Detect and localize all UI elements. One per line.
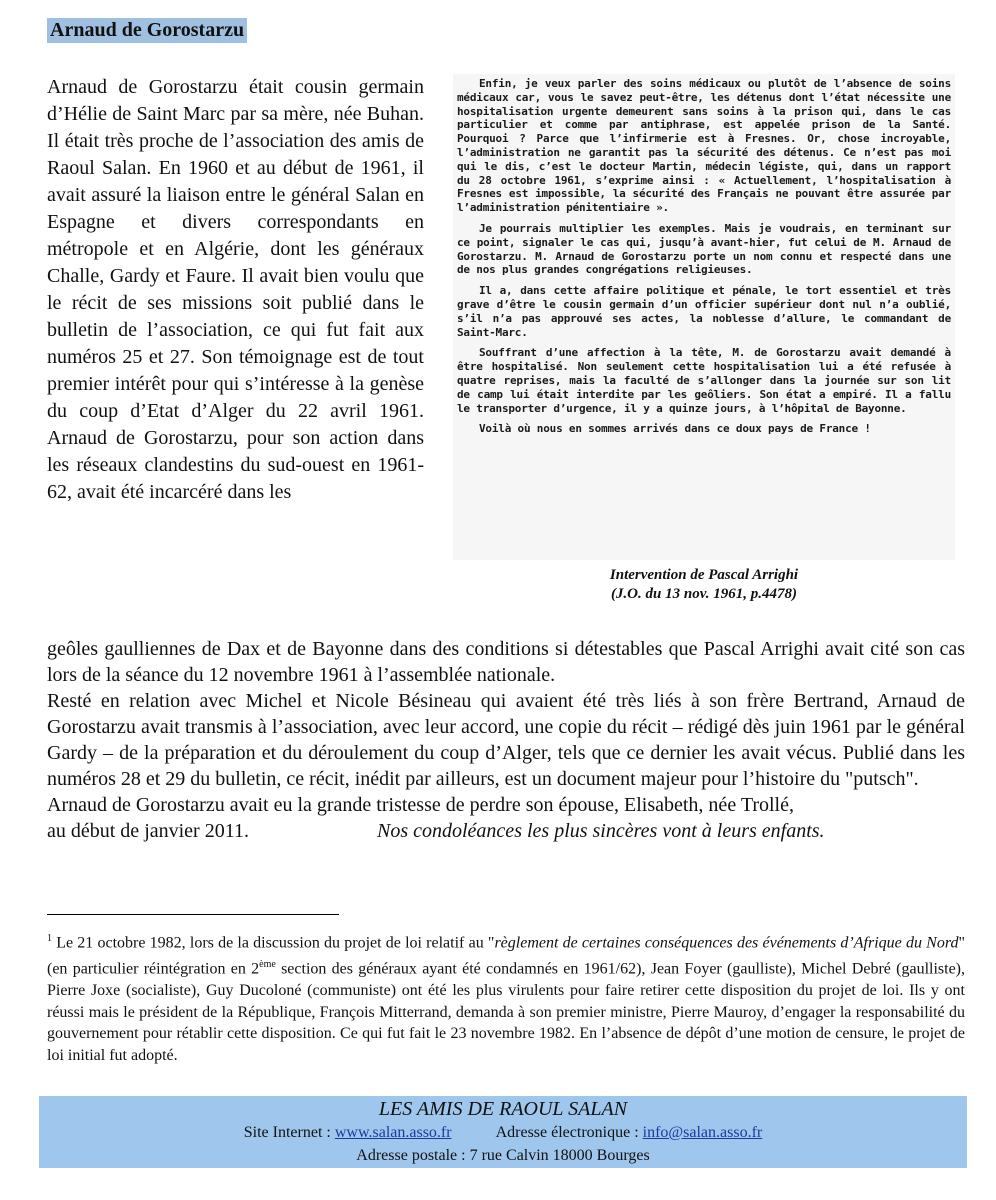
body-paragraph-3: Arnaud de Gorostarzu avait eu la grande tristesse de perdre son épouse, Elisabeth, née Trollé, [47, 794, 794, 816]
footnote-text-3: section des généraux ayant été condamnés en 1961/62), Jean Foyer (gaulliste), Michel Debré (gaulliste), Pierre Joxe (socialiste), Guy Ducoloné (communiste) ont été les plus virulents pour faire retirer cette disposition du projet de loi. Ils y ont réussi mais le président de la République, François Mitterrand, demanda à son premier ministre, Pierre Mauroy, d’engager la responsabilité du gouvernement pour rétablir cette disposition. Ce qui fut fait le 23 novembre 1982. En l’absence de dépôt d’une motion de censure, le projet de loi initial fut adopté. [47, 960, 966, 1065]
website-link[interactable]: www.salan.asso.fr [334, 1124, 452, 1141]
association-footer [39, 1096, 967, 1168]
newspaper-clipping [453, 74, 955, 560]
body-paragraph-3-tail: au début de janvier 2011. [47, 820, 249, 842]
body-last-line [47, 818, 965, 844]
email-label: Adresse électronique : [495, 1124, 643, 1141]
clipping-paragraph-2: Je pourrais multiplier les exemples. Mais je voudrais, en terminant sur ce point, signaler le cas qui, jusqu’à avant-hier, fut celui de M. Arnaud de Gorostarzu. M. Arnaud de Gorostarzu porte un nom connu et respecté dans une de nos plus grandes congrégations religieuses. [457, 221, 951, 277]
body-paragraph-1: geôles gaulliennes de Dax et de Bayonne dans des conditions si détestables que Pascal Arrighi avait cité son cas lors de la séance du 12 novembre 1961 à l’assemblée nationale. [47, 638, 965, 686]
caption-line-2: (J.O. du 13 nov. 1961, p.4478) [610, 586, 798, 602]
clipping-paragraph-5: Voilà où nous en sommes arrivés dans ce doux pays de France ! [479, 422, 871, 436]
footer-title: LES AMIS DE RAOUL SALAN [378, 1098, 628, 1120]
clipping-paragraph-3: Il a, dans cette affaire politique et pénale, le tort essentiel et très grave d’être le cousin germain d’un officier supérieur dont nul n’a oublié, s’il n’a pas approuvé ses actes, la noblesse d’allure, le commandant de Saint-Marc. [457, 284, 951, 339]
body-continuation [47, 636, 965, 844]
footer-contact-line [39, 1121, 967, 1144]
clipping-paragraph-1: Enfin, je veux parler des soins médicaux ou plutôt de l’absence de soins médicaux car, vous le savez peut-être, les détenus dont l’état nécessite une hospitalisation urgente demeurent sans soins à la prison qui, dans le cas particulier et comme par antiphrase, est appelée prison de la Santé. Pourquoi ? Parce que l’infirmerie est à Fresnes. Or, chose incroyable, l’administration ne garantit pas la sécurité des détenus. Ce n’est pas moi qui le dis, c’est le docteur Martin, médecin légiste, qui, dans un rapport du 28 octobre 1961, s’exprime ainsi : « Actuellement, l’hospitalisation à Fresnes est impossible, la sécurité des Français ne pouvant être assurée par l’administration pénitentiaire ». [457, 77, 951, 215]
footnote-text-1: Le 21 octobre 1982, lors de la discussion du projet de loi relatif au " [52, 934, 495, 952]
site-label: Site Internet : [243, 1124, 335, 1141]
email-link[interactable]: info@salan.asso.fr [642, 1124, 763, 1141]
caption-line-1: Intervention de Pascal Arrighi [609, 567, 799, 583]
footnote-divider [47, 914, 339, 915]
postal-address: Adresse postale : 7 rue Calvin 18000 Bourges [356, 1147, 650, 1164]
page-title: Arnaud de Gorostarzu [47, 18, 247, 43]
intro-paragraph: Arnaud de Gorostarzu était cousin germain d’Hélie de Saint Marc par sa mère, née Buhan. Il était très proche de l’association des amis de Raoul Salan. En 1960 et au début de 1961, il avait assuré la liaison entre le général Salan en Espagne et divers correspondants en métropole et en Algérie, dont les généraux Challe, Gardy et Faure. Il avait bien voulu que le récit de ses missions soit publié dans le bulletin de l’association, ce qui fut fait aux numéros 25 et 27. Son témoignage est de tout premier intérêt pour qui s’intéresse à la genèse du coup d’Etat d’Alger du 22 avril 1961. Arnaud de Gorostarzu, pour son action dans les réseaux clandestins du sud-ouest en 1961-62, avait été incarcéré dans les [47, 76, 424, 503]
body-paragraph-2: Resté en relation avec Michel et Nicole Bésineau qui avaient été très liés à son frère Bertrand, Arnaud de Gorostarzu avait transmis à l’association, avec leur accord, une copie du récit – rédigé dès juin 1961 par le général Gardy – de la préparation et du déroulement du coup d’Alger, tels que ce dernier les avait vécus. Publié dans les numéros 28 et 29 du bulletin, ce récit, inédit par ailleurs, est un document majeur pour l’histoire du "putsch". [47, 690, 965, 790]
footnote-superscript: ème [259, 959, 276, 971]
clipping-caption [453, 566, 955, 604]
footnote-marker: 1 [47, 933, 52, 944]
condolences-text: Nos condoléances les plus sincères vont à leurs enfants. [377, 820, 825, 842]
footnote-text-2: " (en particulier réintégration en 2 [47, 934, 966, 978]
left-column [47, 74, 424, 506]
clipping-paragraph-4: Souffrant d’une affection à la tête, M. de Gorostarzu avait demandé à être hospitalisé. Non seulement cette hospitalisation lui a été refusée à quatre reprises, mais la faculté de s’allonger dans la journée sur son lit de camp lui était interdite par les geôliers. Son état a empiré. Il a fallu le transporter d’urgence, il y a quinze jours, à l’hôpital de Bayonne. [457, 346, 951, 415]
footnote-quoted-title: règlement de certaines conséquences des événements d’Afrique du Nord [494, 934, 959, 952]
footnote [47, 928, 965, 1067]
